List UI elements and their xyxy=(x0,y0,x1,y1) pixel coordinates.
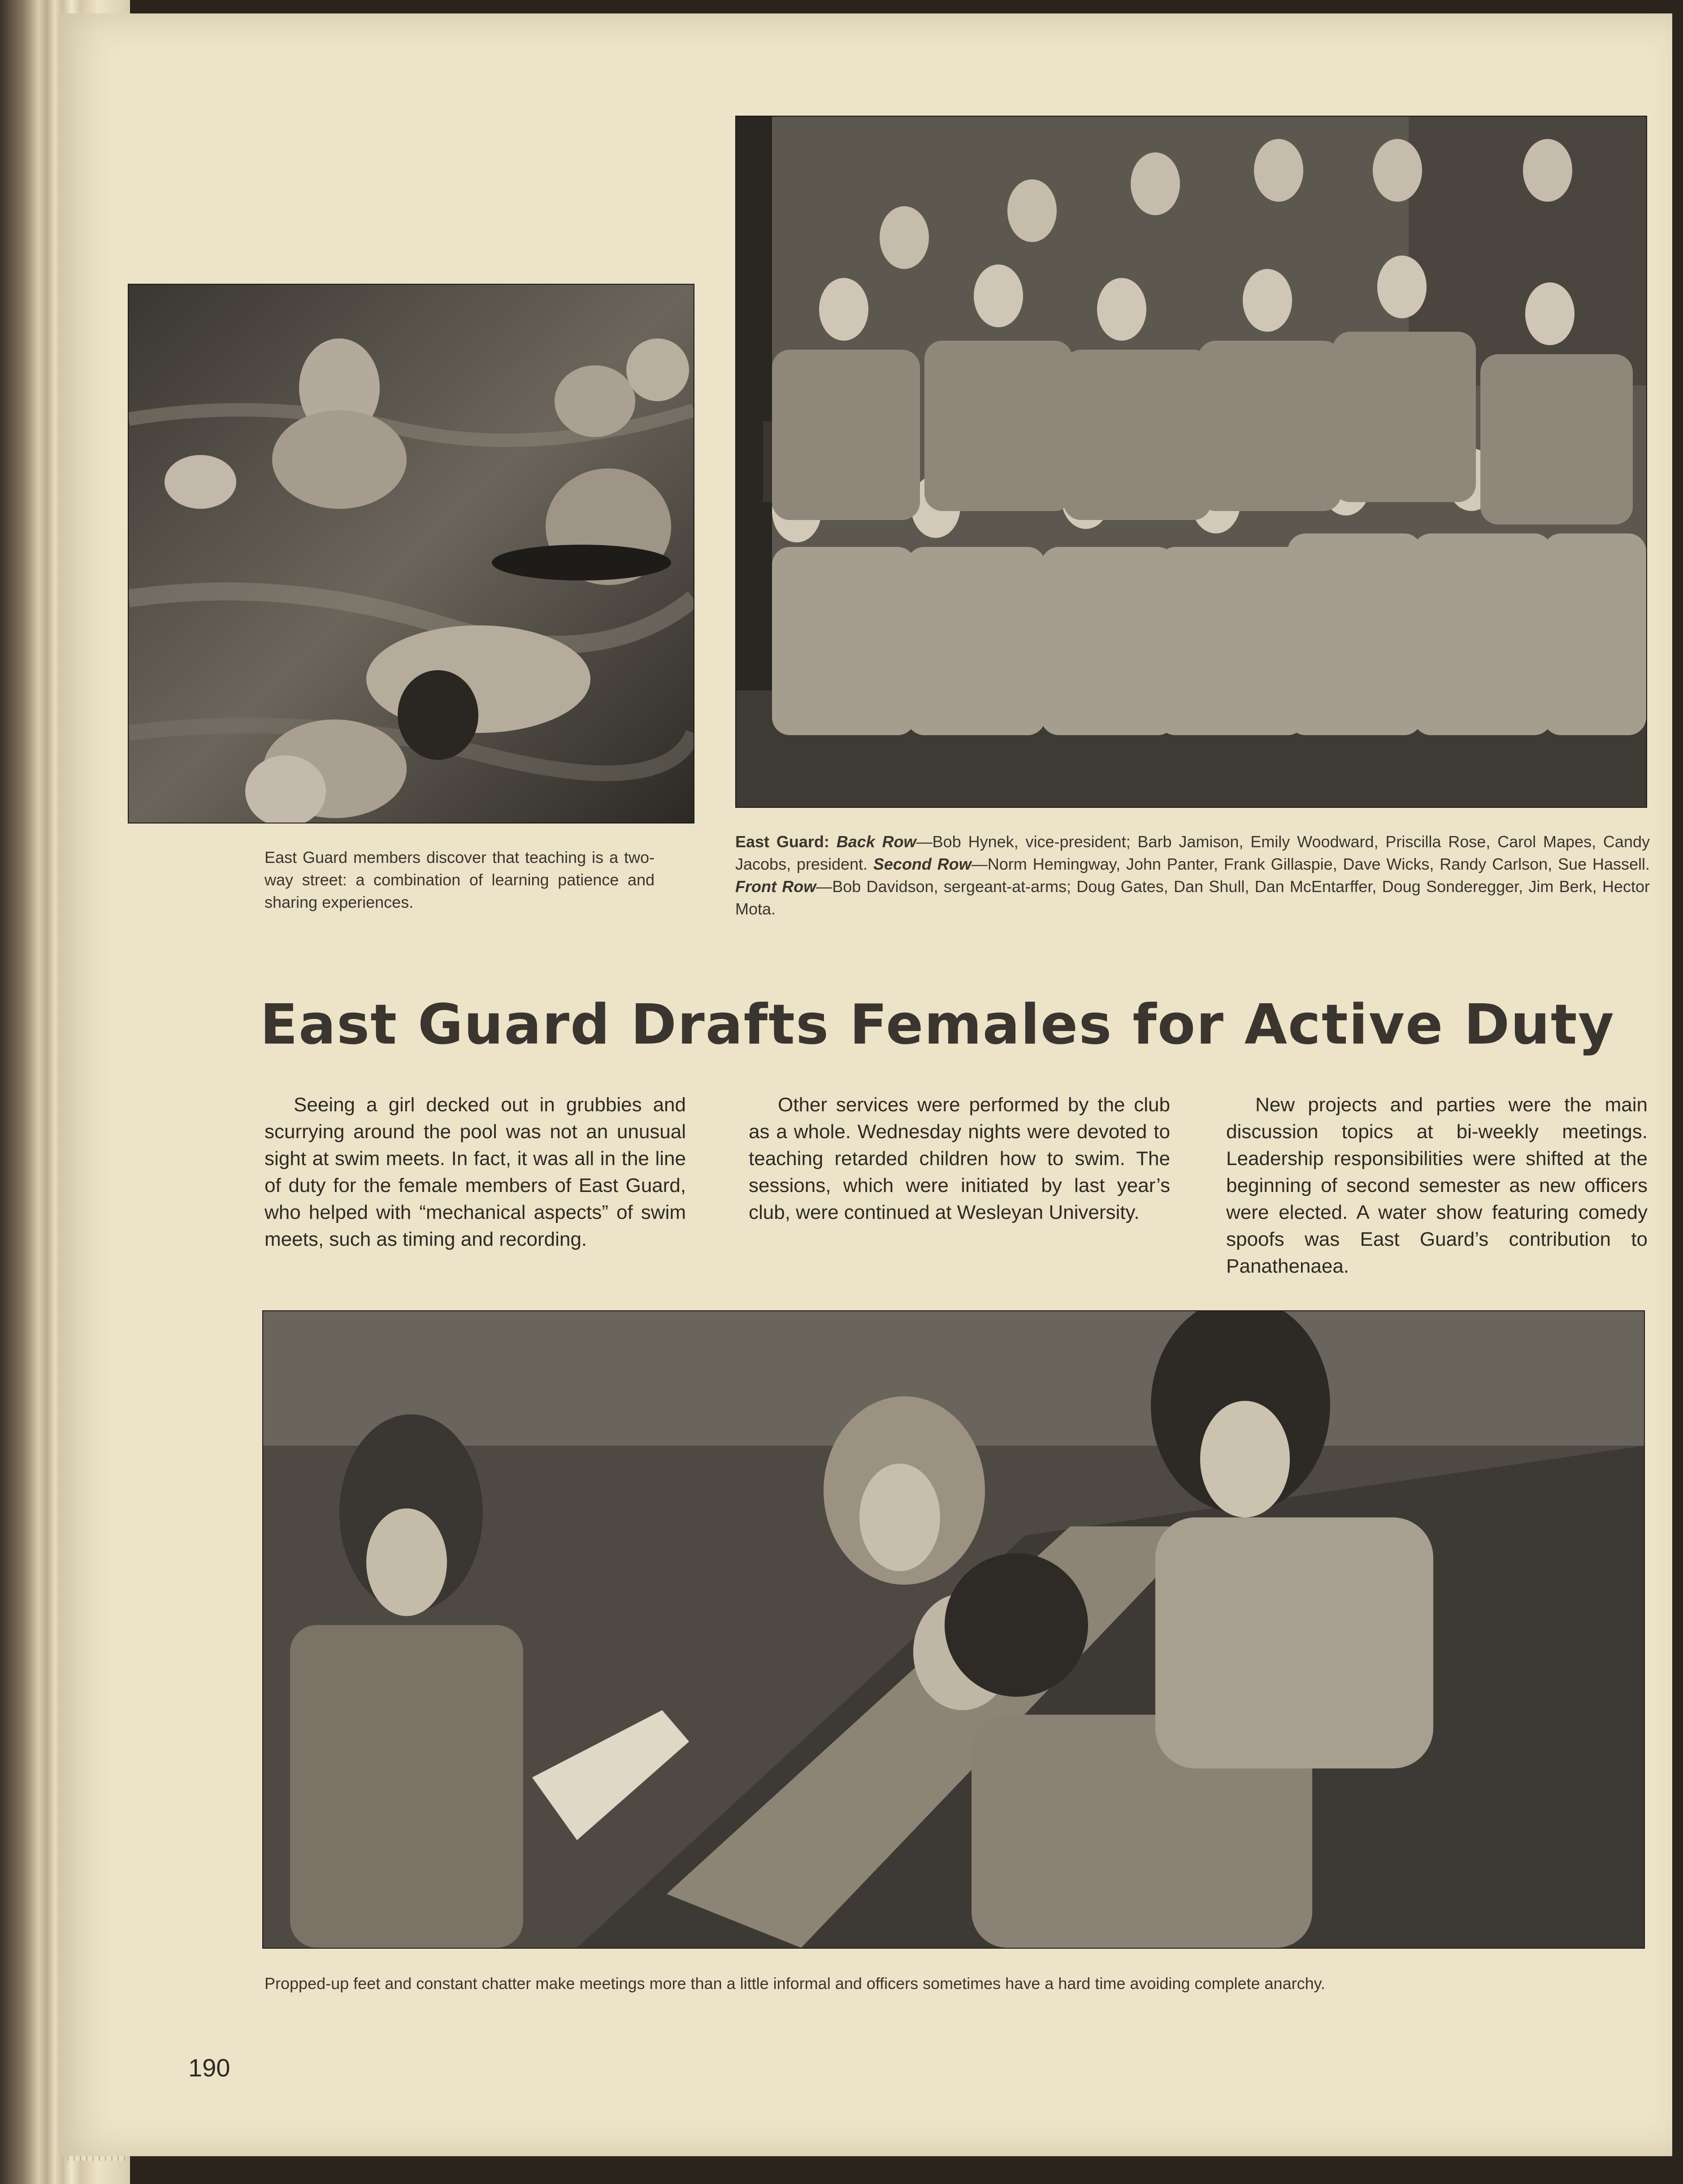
meeting-photo-caption: Propped-up feet and constant chatter make meetings more than a little informal and officers sometimes have a hard time avoiding complete anarchy. xyxy=(265,1974,1325,1993)
group-photo-caption xyxy=(735,831,1650,920)
group-photo xyxy=(735,116,1647,808)
back-row-names: —Bob Hynek, vice-president; Barb Jamison, Emily Woodward, Priscilla Rose, Carol Mapes, Candy Jacobs, president. xyxy=(735,832,1650,873)
body-column-1: Seeing a girl decked out in grubbies and scurrying around the pool was not an unusual sight at swim meets. In fact, it was all in the line of duty for the female members of East Guard, who helped with “mechanical aspects” of swim meets, such as timing and recording. xyxy=(265,1094,686,1250)
back-row-label: Back Row xyxy=(836,832,916,851)
body-column-3: New projects and parties were the main discussion topics at bi-weekly meetings. Leadership responsibilities were shifted at the beginning of second semester as new officers were elected. A water show featuring comedy spoofs was East Guard’s contribution to Panathenaea. xyxy=(1226,1094,1648,1277)
page-number: 190 xyxy=(188,2054,230,2082)
org-label: East Guard: xyxy=(735,832,829,851)
front-row-label: Front Row xyxy=(735,877,816,896)
swim-photo-caption: East Guard members discover that teaching is a two-way street: a combination of learning patience and sharing experiences. xyxy=(265,848,655,911)
front-row-names: —Bob Davidson, sergeant-at-arms; Doug Gates, Dan Shull, Dan McEntarffer, Doug Sonderegger, Jim Berk, Hector Mota. xyxy=(735,877,1650,918)
meeting-photo xyxy=(262,1310,1645,1949)
swim-photo xyxy=(128,284,694,823)
body-column-2: Other services were performed by the club as a whole. Wednesday nights were devoted to teaching retarded children how to swim. The sessions, which were initiated by last year’s club, were continued at Wesleyan University. xyxy=(749,1094,1170,1223)
second-row-names: —Norm Hemingway, John Panter, Frank Gillaspie, Dave Wicks, Randy Carlson, Sue Hassell. xyxy=(971,855,1650,873)
article-headline: East Guard Drafts Females for Active Duty xyxy=(260,993,1615,1057)
second-row-label: Second Row xyxy=(873,855,972,873)
